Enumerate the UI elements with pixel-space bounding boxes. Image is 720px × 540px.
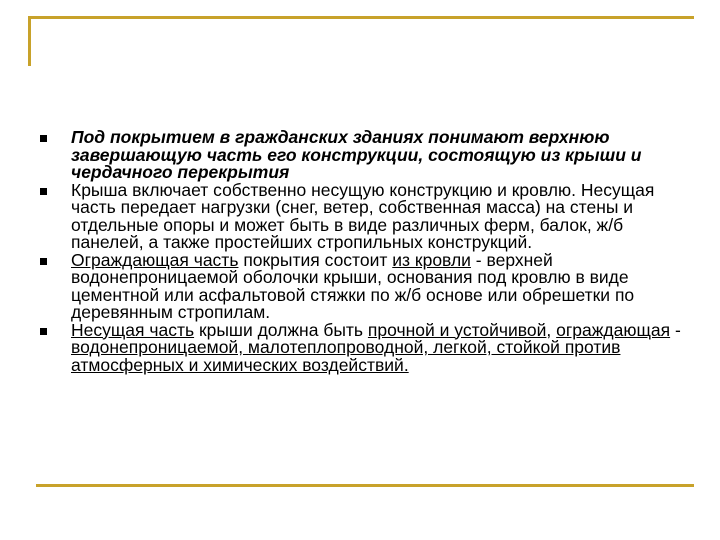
left-decorative-rule (28, 16, 31, 66)
square-bullet-icon (40, 188, 47, 195)
list-item (40, 129, 686, 182)
properties-term: водонепроницаемой, малотеплопроводной, легкой, стойкой против атмосферных и химических воздействий. (71, 337, 621, 375)
bearing-part-term: Несущая часть (71, 319, 195, 340)
roof-composition-text: Крыша включает собственно несущую конструкцию и кровлю. Несущая часть передает нагрузки (снег, ветер, собственная масса) на стены и отдельные опоры и может быть в виде различных ферм, балок, ж/б панелей, а также простейших стропильных конструкций. (71, 179, 655, 252)
text-segment: , (546, 319, 557, 340)
square-bullet-icon (40, 328, 47, 335)
enclosing-part-term: Ограждающая часть (71, 249, 239, 270)
strong-stable-term: прочной и устойчивой (367, 319, 547, 340)
square-bullet-icon (40, 135, 47, 142)
text-segment: - (670, 319, 681, 340)
bottom-decorative-rule (36, 484, 694, 487)
bullet-list (40, 129, 686, 374)
text-segment: крыши должна быть (194, 319, 368, 340)
list-item (40, 179, 686, 252)
square-bullet-icon (40, 258, 47, 265)
text-segment: покрытия состоит (238, 249, 393, 270)
text-segment: - верхней водонепроницаемой оболочки крыши, основания под кровлю в виде цементной или асфальтовой стяжки по ж/б основе или обрешетки по деревянным стропилам. (71, 249, 635, 322)
definition-text: Под покрытием в гражданских зданиях понимают верхнюю завершающую часть его конструкции, состоящую из крыши и чердачного перекрытия (71, 127, 642, 182)
enclosing-term: ограждающая (556, 319, 671, 340)
list-item (40, 319, 686, 375)
list-item (40, 249, 686, 322)
roofing-term: из кровли (392, 249, 471, 270)
top-decorative-rule (28, 16, 694, 19)
